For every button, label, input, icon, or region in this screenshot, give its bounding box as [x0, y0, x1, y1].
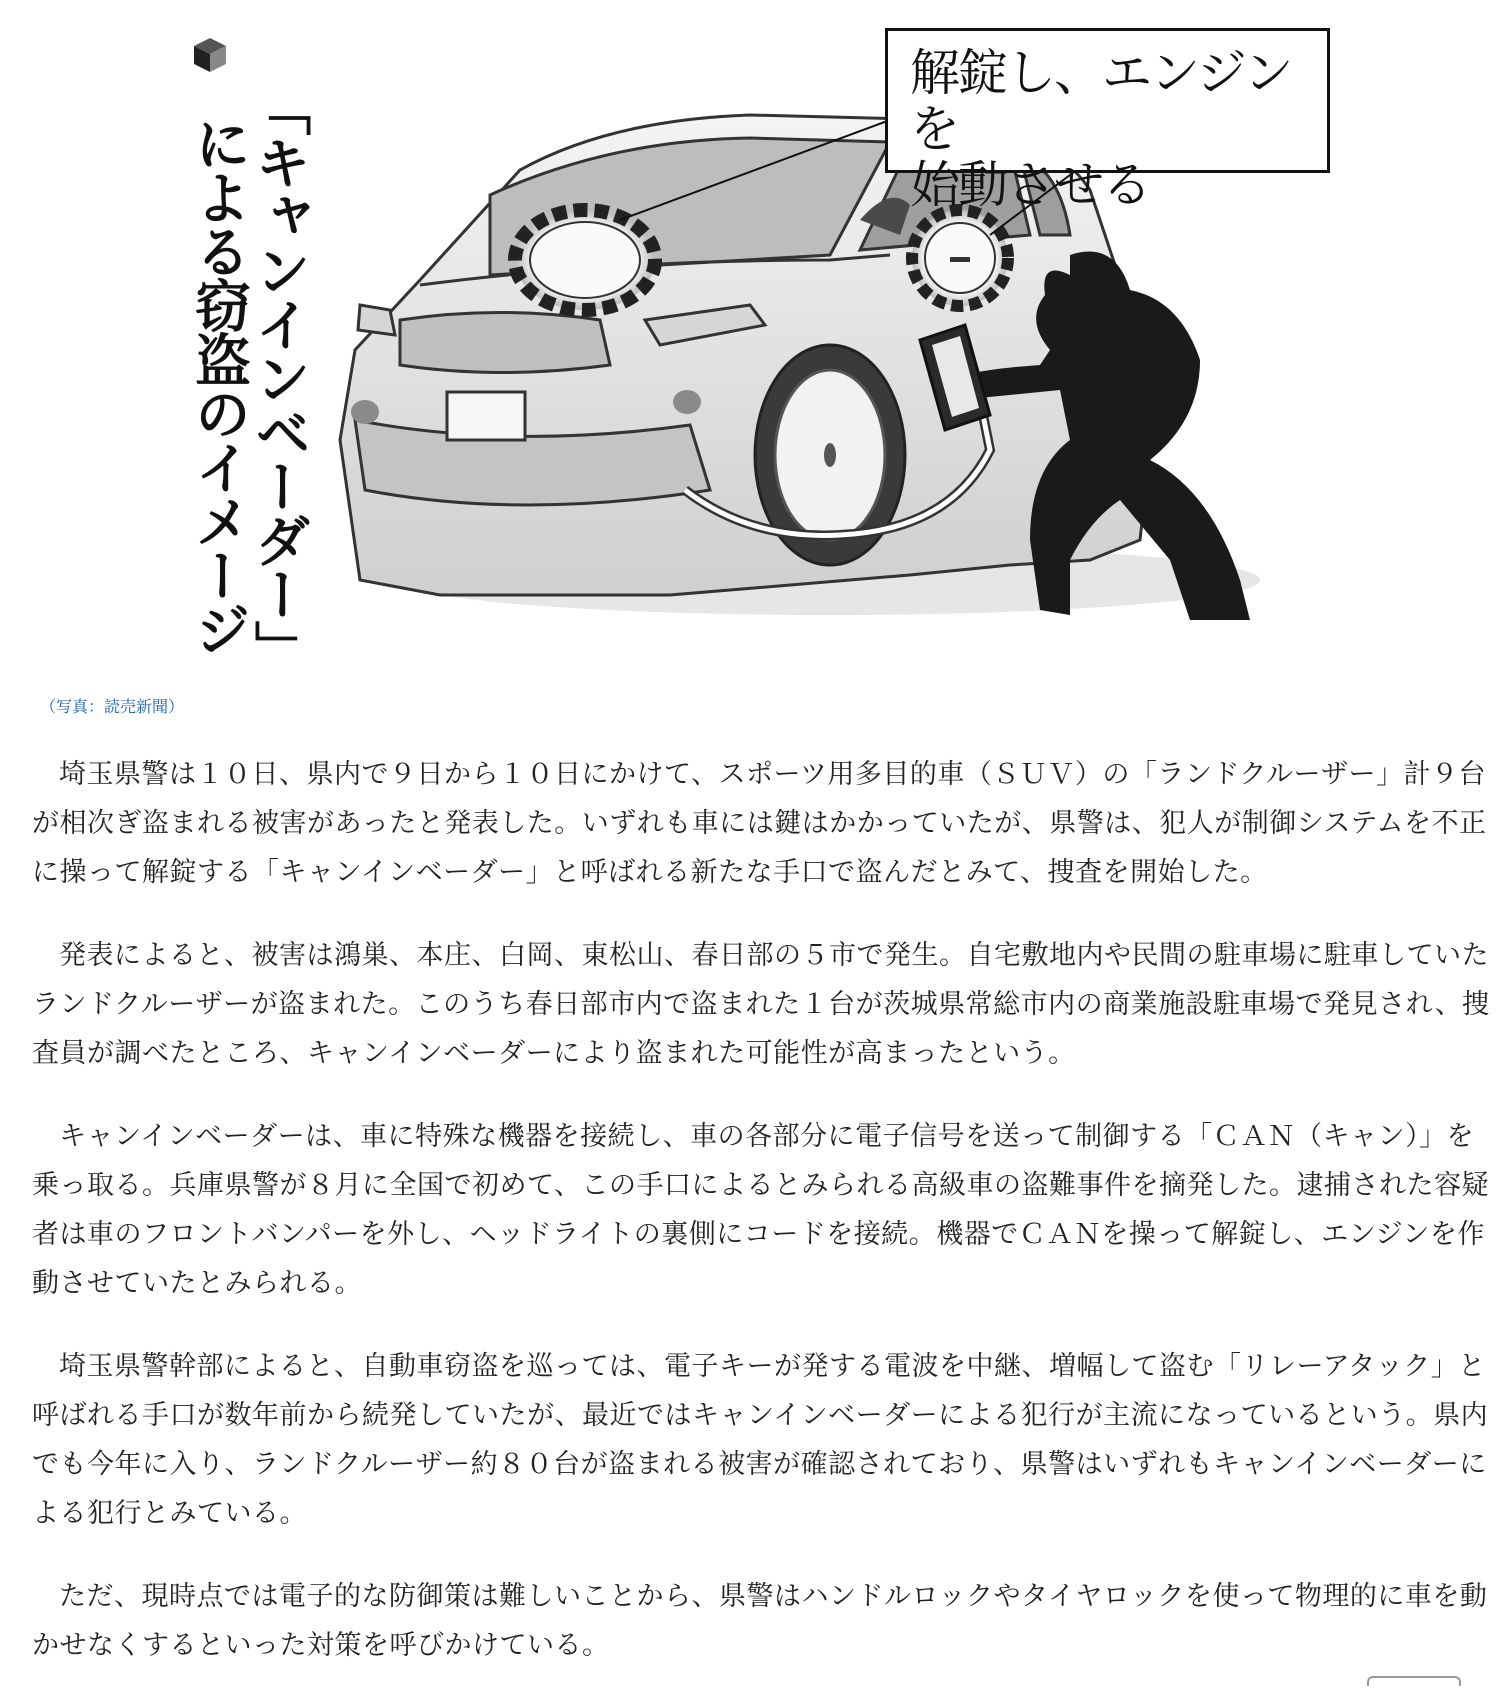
article-paragraph: 埼玉県警幹部によると、自動車窃盗を巡っては、電子キーが発する電波を中継、増幅して盗む「リレーアタック」と呼ばれる手口が数年前から続発していたが、最近ではキャンインベーダーによる犯行が主流になっているという。県内でも今年に入り、ランドクルーザー約８０台が盗まれる被害が確認されており、県警はいずれもキャンインベーダーによる犯行とみている。 — [32, 1351, 1489, 1529]
figure-callout — [885, 28, 1330, 214]
article-body — [32, 750, 1492, 1704]
figure-callout-text: 解錠し、エンジンを 始動させる — [910, 44, 1292, 214]
figure-title — [186, 35, 320, 675]
figure-title-line-2: による窃盗のイメージ — [186, 115, 251, 655]
article-paragraph: 発表によると、被害は鴻巣、本庄、白岡、東松山、春日部の５市で発生。自宅敷地内や民間の駐車場に駐車していたランドクルーザーが盗まれた。このうち春日部市内で盗まれた１台が茨城県常総市内の商業施設駐車場で発見され、捜査員が調べたところ、キャンインベーダーにより盗まれた可能性が高まったという。 — [32, 940, 1490, 1069]
photo-caption: （写真：読売新聞） — [40, 697, 185, 716]
article-paragraph: 埼玉県警は１０日、県内で９日から１０日にかけて、スポーツ用多目的車（ＳＵＶ）の「ランドクルーザー」計９台が相次ぎ盗まれる被害があったと発表した。いずれも車には鍵はかかっていたが、県警は、犯人が制御システムを不正に操って解錠する「キャンインベーダー」と呼ばれる新たな手口で盗んだとみて、捜査を開始した。 — [32, 759, 1487, 888]
article-paragraph: キャンインベーダーは、車に特殊な機器を接続し、車の各部分に電子信号を送って制御する「ＣＡＮ（キャン）」を乗っ取る。兵庫県警が８月に全国で初めて、この手口によるとみられる高級車の盗難事件を摘発した。逮捕された容疑者は車のフロントバンパーを外し、ヘッドライトの裏側にコードを接続。機器でＣＡＮを操って解錠し、エンジンを作動させていたとみられる。 — [32, 1121, 1489, 1299]
cube-icon — [190, 35, 230, 75]
figure-title-line-1: 「キャンインベーダー」 — [246, 80, 311, 674]
scroll-to-top-tab[interactable] — [1367, 1676, 1461, 1686]
article-illustration — [186, 20, 1340, 674]
article-paragraph: ただ、現時点では電子的な防御策は難しいことから、県警はハンドルロックやタイヤロックを使って物理的に車を動かせなくするといった対策を呼びかけている。 — [32, 1581, 1488, 1661]
